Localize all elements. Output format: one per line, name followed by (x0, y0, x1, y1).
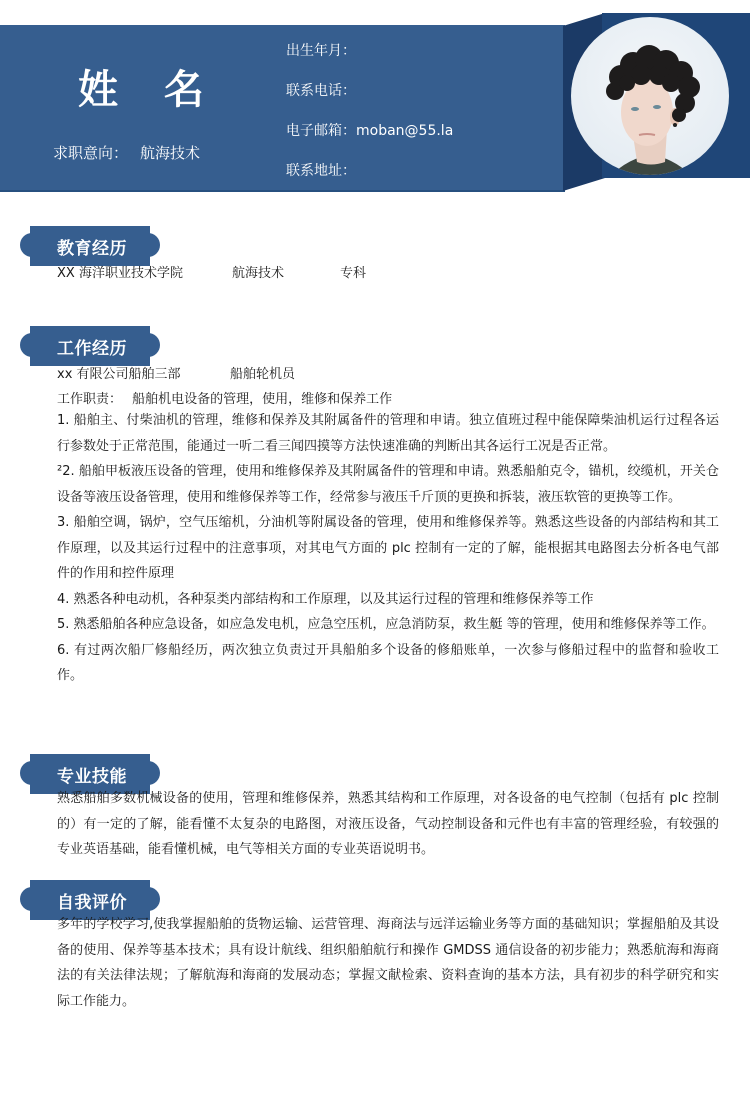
work-position: 船舶轮机员 (230, 367, 296, 382)
work-company: xx 有限公司船舶三部 (57, 367, 181, 382)
info-address (286, 160, 356, 180)
work-item-6: 6. 有过两次船厂修船经历，两次独立负责过开具船舶多个设备的修船账单，一次参与修船过程中的监督和验收工作。 (57, 642, 719, 683)
candidate-name: 姓 名 (78, 67, 220, 113)
self-eval-text: 多年的学校学习,使我掌握船舶的货物运输、运营管理、海商法与远洋运输业务等方面的基础知识；掌握船舶及其设备的使用、保养等基本技术；具有设计航线、组织船舶航行和操作 GMDSS 通信设备的初步能力；熟悉航海和海商法的有关法律法规；了解航海和海商的发展动态；掌握文献检索、资料查询的基本方法，具有初步的科学研究和实际工作能力。 (57, 917, 719, 1009)
work-duties (57, 388, 392, 407)
work-duties-value: 船舶机电设备的管理，使用，维修和保养工作 (132, 392, 393, 407)
work-item-3: 3. 船舶空调，锅炉，空气压缩机，分油机等附属设备的管理，使用和维修保养等。熟悉这些设备的内部结构和其工作原理，以及其运行过程中的注意事项，对其电气方面的 plc 控制有一定的了解，能根据其电路图去分析各电气部件的作用和控件原理 (57, 515, 719, 581)
info-email (286, 120, 453, 140)
info-birth (286, 40, 356, 60)
skills-text: 熟悉船舶多数机械设备的使用，管理和维修保养，熟悉其结构和工作原理，对各设备的电气控制（包括有 plc 控制的）有一定的了解，能看懂不太复杂的电路图，对液压设备，气动控制设备和元件也有丰富的管理经验，有较强的专业英语基础，能看懂机械，电气等相关方面的专业英语说明书。 (57, 791, 719, 857)
info-phone-label: 联系电话： (286, 83, 356, 99)
job-intent-label: 求职意向： (53, 144, 129, 162)
work-item-4: 4. 熟悉各种电动机，各种泵类内部结构和工作原理，以及其运行过程的管理和维修保养等工作 (57, 591, 594, 607)
education-degree: 专科 (340, 266, 367, 281)
section-title: 教育经历 (57, 239, 127, 259)
section-header-work (30, 326, 150, 366)
info-birth-label: 出生年月： (286, 43, 356, 59)
education-school: XX 海洋职业技术学院 (57, 266, 183, 281)
person-photo-icon (571, 17, 729, 175)
info-address-label: 联系地址： (286, 163, 356, 179)
work-item-2: ²2. 船舶甲板液压设备的管理，使用和维修保养及其附属备件的管理和申请。熟悉船舶克令，锚机，绞缆机，开关仓设备等液压设备管理，使用和维修保养等工作，经常参与液压千斤顶的更换和拆装，液压软管的更换等工作。 (57, 464, 719, 505)
work-items (57, 408, 719, 689)
work-duties-label: 工作职责： (57, 392, 123, 407)
section-title: 专业技能 (57, 767, 127, 787)
info-email-label: 电子邮箱： (286, 123, 356, 139)
section-header-education (30, 226, 150, 266)
avatar (571, 17, 729, 175)
work-item-5: 5. 熟悉船舶各种应急设备，如应急发电机，应急空压机，应急消防泵，救生艇 等的管理，使用和维修保养等工作。 (57, 617, 715, 632)
job-intent (53, 142, 200, 163)
info-phone (286, 80, 356, 100)
job-intent-value: 航海技术 (140, 144, 201, 162)
section-title: 工作经历 (57, 339, 127, 359)
info-email-value: moban@55.la (356, 123, 454, 139)
education-major: 航海技术 (232, 266, 285, 281)
section-title: 自我评价 (57, 893, 127, 913)
work-item-1: 1. 船舶主、付柴油机的管理，维修和保养及其附属备件的管理和申请。独立值班过程中能保障柴油机运行过程各运行参数处于正常范围，能通过一听二看三闻四摸等方法快速准确的判断出其各运行工况是否正常。 (57, 413, 719, 454)
